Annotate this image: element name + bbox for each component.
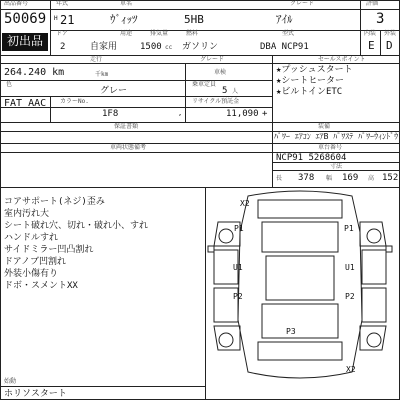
delivery-label: 保証書類 [114,123,139,130]
options-title: 装備 [318,123,331,130]
color-code-mark: , [178,109,183,117]
model: ｳﾞｨｯﾂ [110,13,138,26]
recycle-amount: 11,090 [226,109,259,119]
chassis-title: 車台番号 [318,144,343,151]
car-trunk [262,304,338,338]
car-right-rear-fender [360,326,386,350]
inspector-line-0: コアサポート(ネジ)歪み [4,197,105,207]
car-mirror-left [208,246,214,252]
mark-p2-left: P2 [233,292,243,301]
mark-u1-left: U1 [233,263,243,272]
width: 169 [342,173,359,183]
feature-item-1: ★シートヒーター [276,76,345,86]
height-label: 高 [368,175,375,182]
height: 152 [382,173,399,183]
feature-item-0: ★プッシュスタート [276,65,353,75]
air-conditioning: FAT AAC [4,98,47,109]
car-wheel-rl [219,333,233,347]
interior-score: E [368,39,375,52]
mark-x2-front: X2 [240,199,250,208]
color-label: 色 [6,81,13,88]
era: H [54,15,58,22]
car-hood [262,222,338,252]
length: 378 [298,173,315,183]
type: DBA NCP91 [260,42,309,52]
mileage-unit: 千km [95,71,109,78]
car-body-outline [238,191,362,378]
mark-p2-right: P2 [345,292,355,301]
color-code: 1F8 [102,109,119,119]
year-label: 年式 [56,0,69,7]
mark-p1-right: P1 [344,224,354,233]
recycle-mark: + [262,109,268,119]
mark-x2-rear: X2 [346,365,356,374]
feature-item-2: ★ビルトインETC [276,87,343,97]
car-right-rear-door [362,288,386,322]
model-label: 車名 [120,0,133,7]
cc: 1500 [140,42,162,52]
exterior-label: 外装 [384,30,397,37]
width-label: 幅 [326,175,333,182]
mileage-label: 走行 [90,56,103,63]
recycle-label: リサイクル預託金 [192,98,240,105]
lot-number: 50069 [4,11,47,27]
car-wheel-rr [367,333,381,347]
color-code-label: カラーNo. [60,98,89,105]
car-left-rear-fender [214,326,240,350]
chassis-number: NCP91 5268604 [276,153,347,163]
car-right-front-fender [360,222,386,246]
inspector-line-2: シート破れ穴、切れ・破れ小、すれ [4,221,149,231]
grade-label: グレード [290,0,315,7]
fuel-label: 燃料 [186,30,199,37]
type-label: 型式 [282,30,295,37]
size-label: 寸法 [330,163,343,170]
exterior-score: D [386,39,393,52]
inspector-line-3: ハンドルすれ [4,233,59,243]
inspector-line-4: サイドミラー凹凸割れ [4,245,94,255]
car-mirror-right [386,246,392,252]
body: 5HB [184,13,204,26]
shaken-label: 車検 [214,69,227,76]
mark-p3-rear: P3 [286,327,296,336]
options: ﾊﾟﾜｰ ｴｱｺﾝ ｴｱB ﾊﾟﾜｽﾃ ﾊﾟﾜｰｳｨﾝﾄﾞｳ [274,132,399,141]
notes-title: 車両状態備考 [110,144,147,151]
car-right-front-door [362,250,386,284]
car-rear-bumper [258,342,342,360]
mark-u1-right: U1 [345,263,355,272]
use-label: 用途 [120,30,133,37]
color: グレー [100,86,128,96]
start-label: 始動 [4,378,17,385]
seats-unit: 人 [232,88,239,95]
inspector-line-6: 外装小傷有り [4,269,59,279]
year: 21 [60,13,75,27]
inspector-line-1: 室内汚れ大 [4,209,50,219]
car-roof [266,256,334,300]
doors: 2 [60,42,66,52]
first-listing-badge: 初出品 [2,33,48,51]
score: 3 [376,11,385,27]
inspector-line-7: ドボ・スメントXX [4,281,78,291]
seats-label: 乗車定員 [192,81,217,88]
use: 自家用 [90,42,118,52]
car-wheel-fr [367,229,381,243]
grade: ｱｲﾙ [276,13,293,26]
mileage: 264.240 km [4,67,65,78]
inspector-line-5: ドアノブ凹割れ [4,257,67,267]
doors-label: ドア [56,30,68,37]
car-wheel-fl [219,229,233,243]
mark-p1-left: P1 [234,224,244,233]
lot-label: 出品番号 [4,0,29,7]
car-front-bumper [258,200,342,218]
length-label: 長 [276,175,283,182]
fuel: ガソリン [182,42,219,52]
interior-label: 内装 [364,30,377,37]
grade-spec-label: グレード [200,56,225,63]
start-status: ホリソスタート [4,389,67,399]
features-title: セールスポイント [318,56,366,63]
cc-label: 排気量 [150,30,169,37]
score-label: 評価 [366,0,379,7]
seats: 5 [222,86,228,96]
cc-unit: cc [165,44,173,51]
